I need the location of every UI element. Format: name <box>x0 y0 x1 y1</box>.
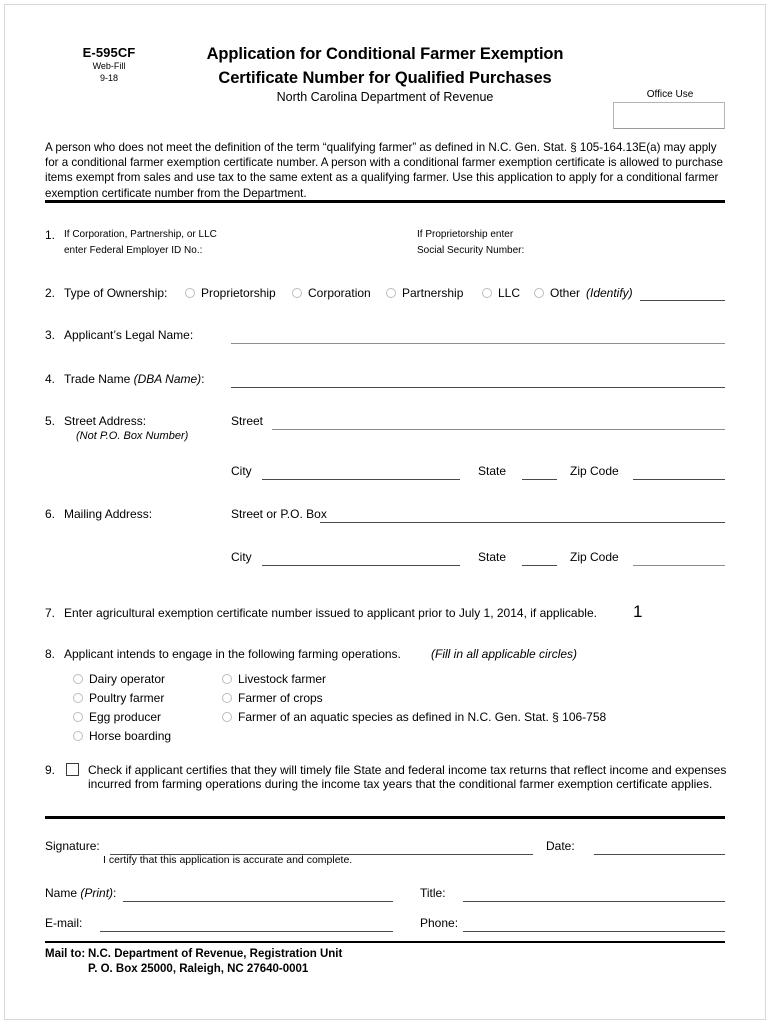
item-8-hint: (Fill in all applicable circles) <box>431 647 578 661</box>
item-3-label: Applicant’s Legal Name: <box>64 328 194 342</box>
office-use-label: Office Use <box>646 89 694 100</box>
mailing-state-input[interactable] <box>522 565 557 566</box>
item-5-zip-label: Zip Code <box>570 464 619 478</box>
print-name-label-suffix: : <box>113 886 117 900</box>
item-5-city-label: City <box>231 464 252 478</box>
item-6-street-label: Street or P.O. Box <box>231 507 327 521</box>
mail-to-label: Mail to: <box>45 948 86 960</box>
radio-label-livestock-farmer[interactable]: Livestock farmer <box>238 672 327 686</box>
item-1-number: 1. <box>45 228 56 242</box>
form-number: E-595CF <box>82 45 136 60</box>
agency-subtitle: North Carolina Department of Revenue <box>276 90 494 104</box>
intro-paragraph: A person who does not meet the definition of the term “qualifying farmer” as defined in N.C. Gen. Stat. § 105-164.13E(a) may apply for a conditional farmer exemption certificate number. A person with a conditional farmer exemption certificate is allowed to purchase items exempt from sales and use tax to the same extent as a qualifying farmer. Use this application to apply for a conditional farmer exemption certificate number from the Department. <box>45 141 723 200</box>
street-state-input[interactable] <box>522 479 557 480</box>
form-revision-date: 9-18 <box>99 73 118 83</box>
signature-label: Signature: <box>45 839 100 853</box>
radio-proprietorship[interactable] <box>185 288 195 298</box>
radio-label-aquatic-species-farmer[interactable]: Farmer of an aquatic species as defined in N.C. Gen. Stat. § 106-758 <box>238 710 607 724</box>
radio-aquatic-species-farmer[interactable] <box>222 712 232 722</box>
item-4-label-italic: (DBA Name) <box>133 372 202 386</box>
mail-to-address-line1: N.C. Department of Revenue, Registration Unit <box>88 948 343 960</box>
item-5-number: 5. <box>45 414 56 428</box>
street-address-input[interactable] <box>272 429 725 430</box>
item-4-number: 4. <box>45 372 56 386</box>
item-1-left-line2: enter Federal Employer ID No.: <box>64 245 203 256</box>
item-8-label: Applicant intends to engage in the following farming operations. <box>64 647 401 661</box>
applicant-legal-name-input[interactable] <box>231 343 725 344</box>
radio-dairy-operator[interactable] <box>73 674 83 684</box>
item-5-state-label: State <box>478 464 507 478</box>
item-4-label-text: Trade Name <box>64 372 131 386</box>
radio-llc[interactable] <box>482 288 492 298</box>
item-6-number: 6. <box>45 507 56 521</box>
item-4-label-suffix: : <box>201 372 205 386</box>
radio-partnership[interactable] <box>386 288 396 298</box>
radio-livestock-farmer[interactable] <box>222 674 232 684</box>
item-9-line1: Check if applicant certifies that they will timely file State and federal income tax returns that reflect income and expenses <box>88 763 727 777</box>
print-name-label <box>45 886 116 900</box>
form-title-line1: Application for Conditional Farmer Exemption <box>206 45 564 63</box>
item-9-line2: incurred from farming operations during the income tax years that the conditional farmer exemption certificate applies. <box>88 777 713 791</box>
radio-other[interactable] <box>534 288 544 298</box>
divider-top <box>45 200 725 203</box>
item-2-other-hint: (Identify) <box>586 286 633 300</box>
tax-return-certification-checkbox[interactable] <box>66 763 79 776</box>
radio-label-proprietorship[interactable]: Proprietorship <box>201 286 276 300</box>
office-use-box[interactable] <box>613 102 725 129</box>
phone-label: Phone: <box>420 916 459 930</box>
item-1-right-line2: Social Security Number: <box>417 245 525 256</box>
radio-label-poultry-farmer[interactable]: Poultry farmer <box>89 691 165 705</box>
divider-signature <box>45 816 725 819</box>
certify-note: I certify that this application is accurate and complete. <box>103 854 353 866</box>
title-input[interactable] <box>463 901 725 902</box>
print-name-label-italic: (Print) <box>80 886 114 900</box>
email-input[interactable] <box>100 931 393 932</box>
prior-certificate-number-input[interactable]: 1 <box>633 602 643 621</box>
item-6-zip-label: Zip Code <box>570 550 619 564</box>
radio-label-partnership[interactable]: Partnership <box>402 286 464 300</box>
radio-label-llc[interactable]: LLC <box>498 286 521 300</box>
street-city-input[interactable] <box>262 479 460 480</box>
title-label: Title: <box>420 886 446 900</box>
item-8-number: 8. <box>45 647 56 661</box>
radio-label-egg-producer[interactable]: Egg producer <box>89 710 162 724</box>
phone-input[interactable] <box>463 931 725 932</box>
email-label: E-mail: <box>45 916 83 930</box>
item-1-right-line1: If Proprietorship enter <box>417 229 514 240</box>
item-6-label: Mailing Address: <box>64 507 153 521</box>
form-title-line2: Certificate Number for Qualified Purchases <box>218 69 552 87</box>
street-zip-input[interactable] <box>633 479 725 480</box>
date-input[interactable] <box>594 854 725 855</box>
divider-footer <box>45 941 725 943</box>
mailing-city-input[interactable] <box>262 565 460 566</box>
print-name-label-text: Name <box>45 886 78 900</box>
mailing-zip-input[interactable] <box>633 565 725 566</box>
item-3-number: 3. <box>45 328 56 342</box>
radio-horse-boarding[interactable] <box>73 731 83 741</box>
item-5-street-label: Street <box>231 414 264 428</box>
radio-label-farmer-of-crops[interactable]: Farmer of crops <box>238 691 323 705</box>
print-name-input[interactable] <box>123 901 393 902</box>
radio-corporation[interactable] <box>292 288 302 298</box>
date-label: Date: <box>546 839 575 853</box>
mailing-street-input[interactable] <box>320 522 725 523</box>
item-5-label: Street Address: <box>64 414 147 428</box>
radio-label-corporation[interactable]: Corporation <box>308 286 371 300</box>
item-2-number: 2. <box>45 286 56 300</box>
item-9-number: 9. <box>45 763 56 777</box>
item-2-other-input[interactable] <box>640 300 725 301</box>
web-fill-label: Web-Fill <box>92 61 126 71</box>
item-2-label: Type of Ownership: <box>64 286 168 300</box>
item-7-label: Enter agricultural exemption certificate number issued to applicant prior to July 1, 2014, if applicable. <box>64 606 597 620</box>
radio-label-horse-boarding[interactable]: Horse boarding <box>89 729 172 743</box>
radio-farmer-of-crops[interactable] <box>222 693 232 703</box>
mail-to-address-line2: P. O. Box 25000, Raleigh, NC 27640-0001 <box>88 963 309 975</box>
radio-label-dairy-operator[interactable]: Dairy operator <box>89 672 166 686</box>
item-7-number: 7. <box>45 606 56 620</box>
radio-poultry-farmer[interactable] <box>73 693 83 703</box>
radio-label-other[interactable]: Other <box>550 286 581 300</box>
item-6-city-label: City <box>231 550 252 564</box>
item-4-label <box>64 372 205 386</box>
item-5-sublabel: (Not P.O. Box Number) <box>76 430 189 442</box>
item-6-state-label: State <box>478 550 507 564</box>
item-1-left-line1: If Corporation, Partnership, or LLC <box>64 229 217 240</box>
trade-name-input[interactable] <box>231 387 725 388</box>
radio-egg-producer[interactable] <box>73 712 83 722</box>
